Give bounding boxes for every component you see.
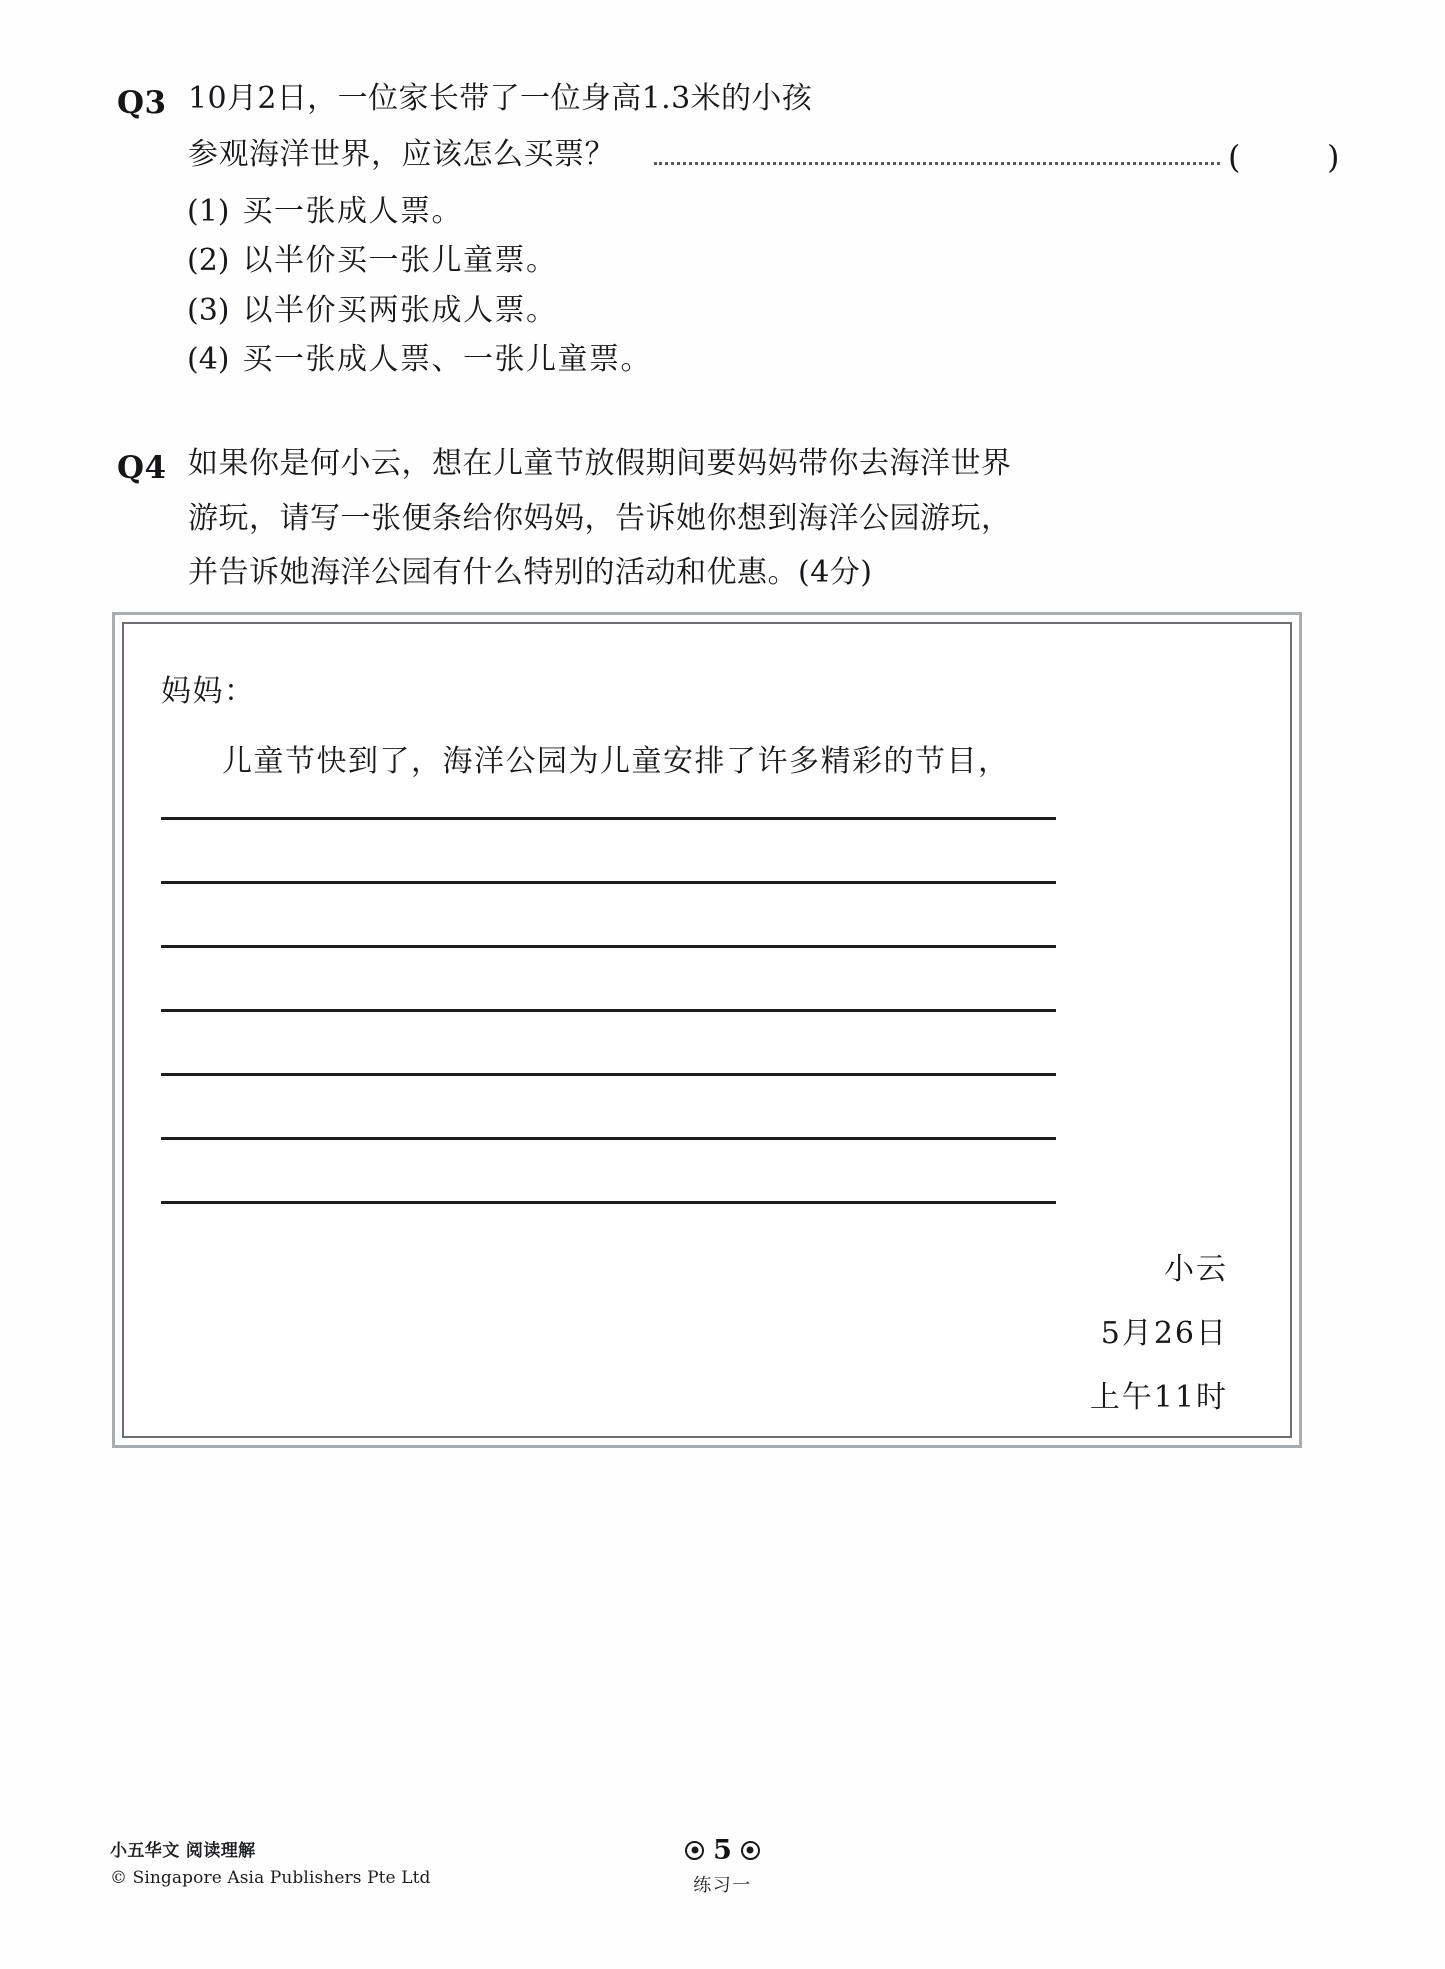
note-greeting: 妈妈： (161, 674, 256, 709)
note-body-first-line: 儿童节快到了，海洋公园为儿童安排了许多精彩的节目， (222, 744, 1010, 779)
writing-line[interactable] (161, 1201, 1056, 1204)
writing-line[interactable] (161, 817, 1056, 820)
q3-option-3[interactable] (187, 293, 558, 328)
q4-line-1: 如果你是何小云，想在儿童节放假期间要妈妈带你去海洋世界 (188, 446, 1012, 481)
page-number: 5 (713, 1834, 732, 1866)
footer-subject: 小五华文 阅读理解 (110, 1841, 256, 1862)
q3-label: Q3 (117, 85, 167, 121)
q3-line-1: 10月2日，一位家长带了一位身高1.3米的小孩 (188, 81, 813, 116)
decorative-circle-icon (685, 1841, 704, 1860)
q4-line-3: 并告诉她海洋公园有什么特别的活动和优惠。(4分) (188, 555, 873, 590)
q3-option-3-number: (3) (187, 293, 230, 328)
answer-box-inner-border (122, 622, 1292, 1438)
note-time: 上午11时 (1089, 1380, 1228, 1415)
writing-line[interactable] (161, 945, 1056, 948)
footer-copyright: © Singapore Asia Publishers Pte Ltd (110, 1867, 431, 1888)
note-signature: 小云 (1164, 1252, 1228, 1287)
q3-answer-paren-close: ) (1327, 138, 1340, 176)
writing-line[interactable] (161, 1137, 1056, 1140)
page-number-row (0, 1833, 1445, 1867)
q4-label: Q4 (117, 450, 167, 486)
footer-center (0, 1833, 1445, 1897)
q4-line-2: 游玩，请写一张便条给你妈妈，告诉她你想到海洋公园游玩， (188, 501, 1012, 536)
q3-answer-paren-open: ( (1228, 138, 1241, 176)
writing-line[interactable] (161, 881, 1056, 884)
note-date: 5月26日 (1100, 1316, 1228, 1351)
q3-line-2: 参观海洋世界，应该怎么买票？ (188, 137, 615, 172)
q3-option-2[interactable] (187, 243, 558, 278)
footer-exercise-label: 练习一 (693, 1875, 752, 1896)
decorative-circle-icon (741, 1841, 760, 1860)
q3-option-1-text: 买一张成人票。 (242, 194, 463, 229)
q3-dotted-leader (654, 132, 1220, 165)
q3-option-2-number: (2) (187, 243, 230, 278)
answer-box[interactable] (112, 612, 1302, 1448)
q3-option-2-text: 以半价买一张儿童票。 (242, 243, 558, 278)
q3-option-4-number: (4) (187, 342, 230, 377)
q3-option-4-text: 买一张成人票、一张儿童票。 (242, 342, 652, 377)
q3-option-1[interactable] (187, 194, 463, 229)
q3-option-3-text: 以半价买两张成人票。 (242, 293, 558, 328)
writing-line[interactable] (161, 1009, 1056, 1012)
q3-option-4[interactable] (187, 342, 652, 377)
q3-option-1-number: (1) (187, 194, 230, 229)
writing-line[interactable] (161, 1073, 1056, 1076)
